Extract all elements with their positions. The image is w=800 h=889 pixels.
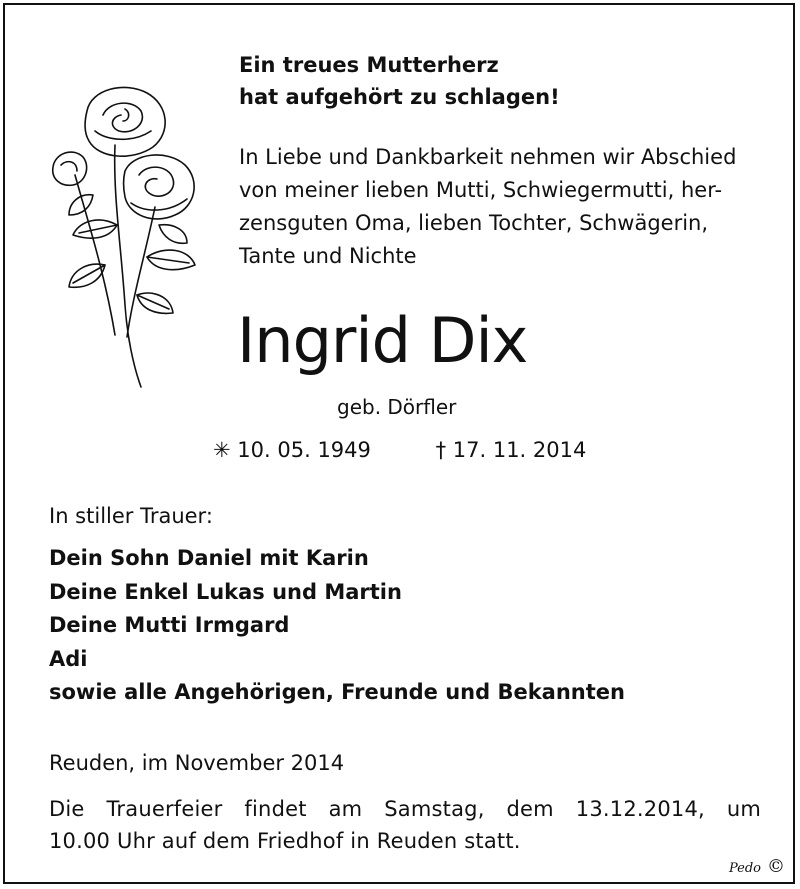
credit-signature: Pedo bbox=[728, 861, 761, 876]
place-date: Reuden, im November 2014 bbox=[49, 751, 345, 775]
mourner-line: sowie alle Angehörigen, Freunde und Bekannten bbox=[49, 680, 625, 704]
headline-line: hat aufgehört zu schlagen! bbox=[239, 85, 560, 109]
mourner-line: Deine Mutti Irmgard bbox=[49, 613, 290, 637]
funeral-line: Die Trauerfeier findet am Samstag, dem 13.12.2014, um bbox=[49, 797, 761, 821]
intro-line: Tante und Nichte bbox=[239, 244, 417, 268]
mourning-heading: In stiller Trauer: bbox=[49, 504, 213, 528]
mourner-line: Adi bbox=[49, 646, 88, 671]
intro-line: von meiner lieben Mutti, Schwiegermutti, her- bbox=[239, 178, 723, 202]
headline bbox=[239, 49, 560, 113]
rose-illustration-icon bbox=[29, 75, 209, 395]
credit bbox=[729, 858, 785, 878]
intro-line: In Liebe und Dankbarkeit nehmen wir Abschied bbox=[239, 145, 737, 169]
mourner-line: Deine Enkel Lukas und Martin bbox=[49, 579, 402, 604]
copyright-icon: © bbox=[767, 856, 785, 877]
funeral-line: 10.00 Uhr auf dem Friedhof in Reuden statt. bbox=[49, 829, 521, 853]
birth-name: geb. Dörfler bbox=[337, 395, 457, 419]
intro-line: zensguten Oma, lieben Tochter, Schwägerin, bbox=[239, 211, 709, 235]
life-dates bbox=[213, 433, 586, 467]
birth-date: 10. 05. 1949 bbox=[237, 438, 371, 462]
death-date: 17. 11. 2014 bbox=[452, 438, 587, 462]
obituary-notice bbox=[3, 3, 795, 884]
deceased-name: Ingrid Dix bbox=[237, 304, 528, 377]
funeral-info bbox=[49, 793, 761, 857]
intro-text bbox=[239, 141, 736, 273]
birth-star-icon: ✳ bbox=[213, 438, 231, 462]
mourners-list bbox=[49, 542, 625, 710]
death-cross-icon: † bbox=[435, 438, 447, 462]
mourner-line: Dein Sohn Daniel mit Karin bbox=[49, 546, 369, 570]
headline-line: Ein treues Mutterherz bbox=[239, 53, 499, 77]
